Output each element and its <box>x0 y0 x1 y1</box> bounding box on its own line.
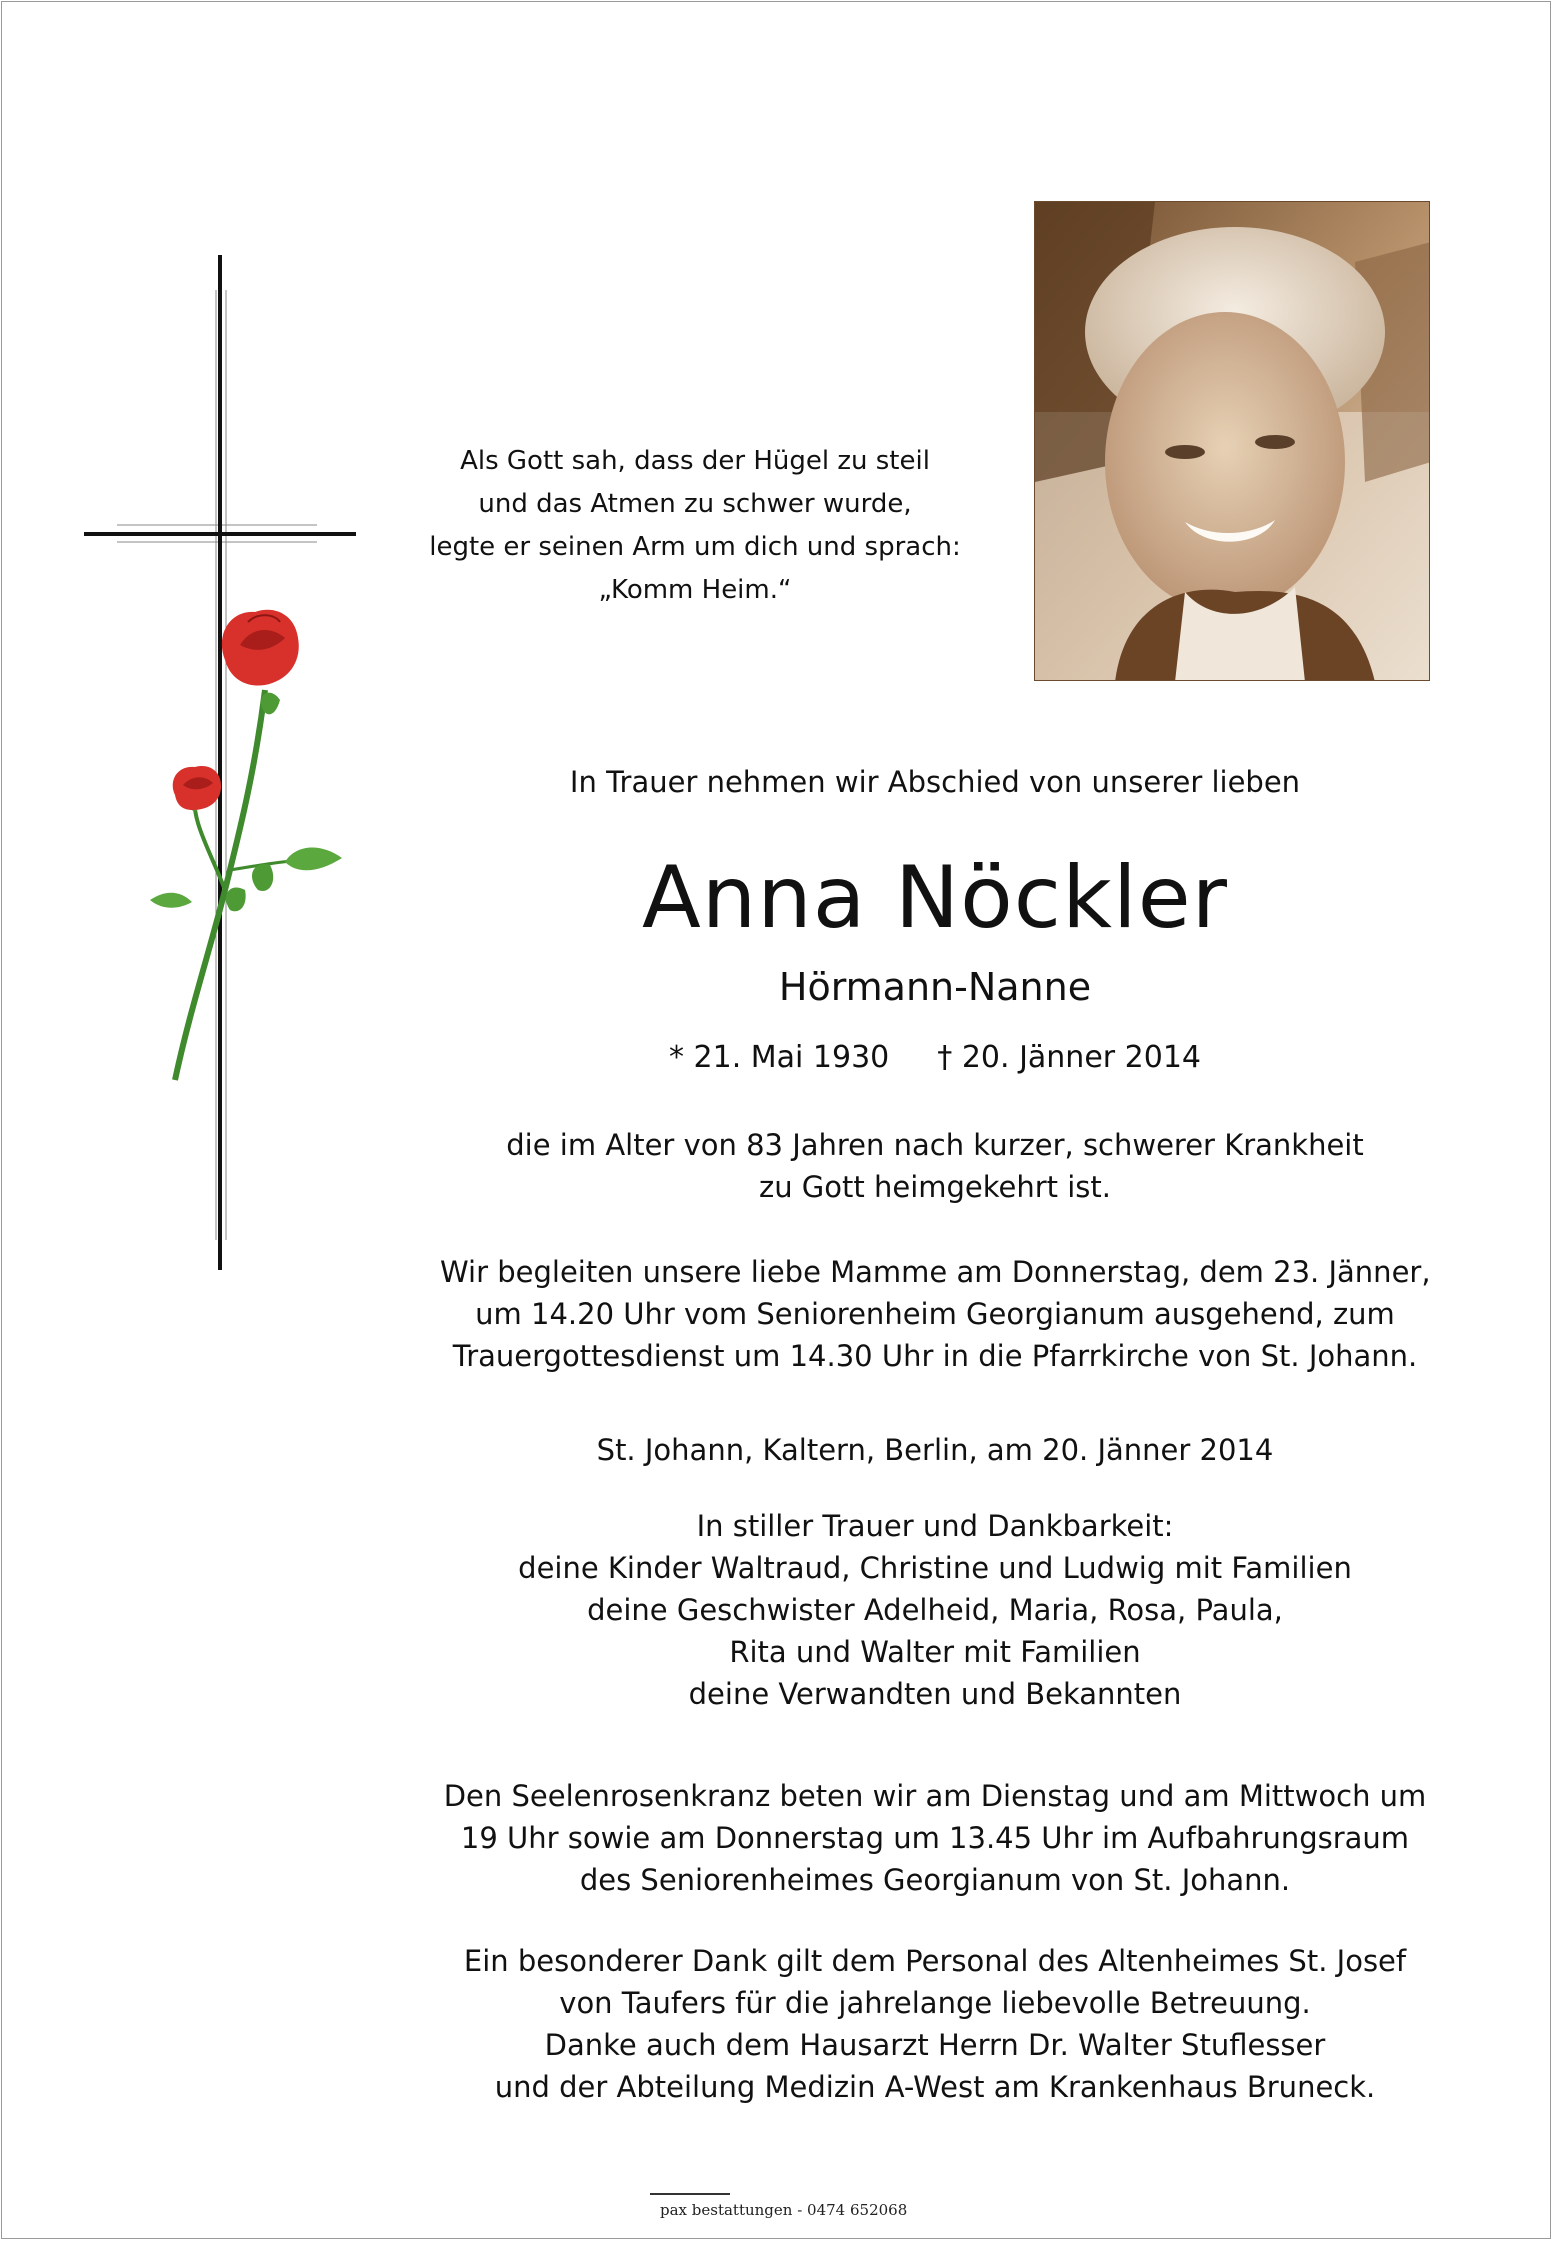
text-line: deine Verwandten und Bekannten <box>688 1677 1182 1711</box>
text-line: Danke auch dem Hausarzt Herrn Dr. Walter Stuflesser <box>544 2028 1326 2062</box>
portrait-photo <box>1034 201 1430 681</box>
text-line: und der Abteilung Medizin A-West am Krankenhaus Bruneck. <box>494 2070 1376 2104</box>
text-line: des Seniorenheimes Georgianum von St. Johann. <box>579 1863 1291 1897</box>
portrait-image <box>1035 202 1430 681</box>
cross-with-roses-icon <box>80 250 370 1280</box>
text-line: Ein besonderer Dank gilt dem Personal des Altenheimes St. Josef <box>463 1944 1407 1978</box>
rosary-paragraph <box>440 1775 1430 1901</box>
text-line: 19 Uhr sowie am Donnerstag um 13.45 Uhr im Aufbahrungsraum <box>460 1821 1410 1855</box>
verse <box>420 440 970 612</box>
text-line: zu Gott heimgekehrt ist. <box>758 1170 1112 1204</box>
deceased-name: Anna Nöckler <box>641 848 1229 948</box>
text-line: Rita und Walter mit Familien <box>729 1635 1141 1669</box>
birth-date: * 21. Mai 1930 <box>669 1040 890 1075</box>
text-line: von Taufers für die jahrelange liebevolle Betreuung. <box>559 1986 1311 2020</box>
text-line: deine Kinder Waltraud, Christine und Ludwig mit Familien <box>518 1551 1352 1585</box>
text-line: Trauergottesdienst um 14.30 Uhr in die Pfarrkirche von St. Johann. <box>452 1339 1418 1373</box>
death-date: † 20. Jänner 2014 <box>937 1040 1201 1075</box>
life-dates <box>440 1040 1430 1075</box>
verse-line: legte er seinen Arm um dich und sprach: <box>429 532 961 562</box>
verse-line: „Komm Heim.“ <box>598 575 792 605</box>
text-line: deine Geschwister Adelheid, Maria, Rosa, Paula, <box>587 1593 1283 1627</box>
text-line: Den Seelenrosenkranz beten wir am Dienstag und am Mittwoch um <box>443 1779 1427 1813</box>
thanks-paragraph <box>440 1940 1430 2108</box>
verse-line: und das Atmen zu schwer wurde, <box>478 489 912 519</box>
text-line: um 14.20 Uhr vom Seniorenheim Georgianum ausgehend, zum <box>475 1297 1395 1331</box>
text-line: In stiller Trauer und Dankbarkeit: <box>696 1509 1174 1543</box>
rose-icon <box>222 610 299 686</box>
footer <box>650 2185 920 2225</box>
intro-text: In Trauer nehmen wir Abschied von unserer lieben <box>569 765 1301 799</box>
place-date: St. Johann, Kaltern, Berlin, am 20. Jänner 2014 <box>596 1433 1274 1467</box>
nickname: Hörmann-Nanne <box>778 965 1092 1009</box>
footer-text: pax bestattungen - 0474 652068 <box>660 2201 908 2219</box>
footer-rule <box>650 2193 730 2195</box>
rose-icon <box>173 766 221 810</box>
mourners-list <box>440 1505 1430 1715</box>
funeral-paragraph <box>440 1251 1430 1377</box>
age-paragraph <box>440 1124 1430 1208</box>
verse-line: Als Gott sah, dass der Hügel zu steil <box>460 446 930 476</box>
text-line: Wir begleiten unsere liebe Mamme am Donnerstag, dem 23. Jänner, <box>440 1255 1431 1289</box>
text-line: die im Alter von 83 Jahren nach kurzer, schwerer Krankheit <box>506 1128 1364 1162</box>
